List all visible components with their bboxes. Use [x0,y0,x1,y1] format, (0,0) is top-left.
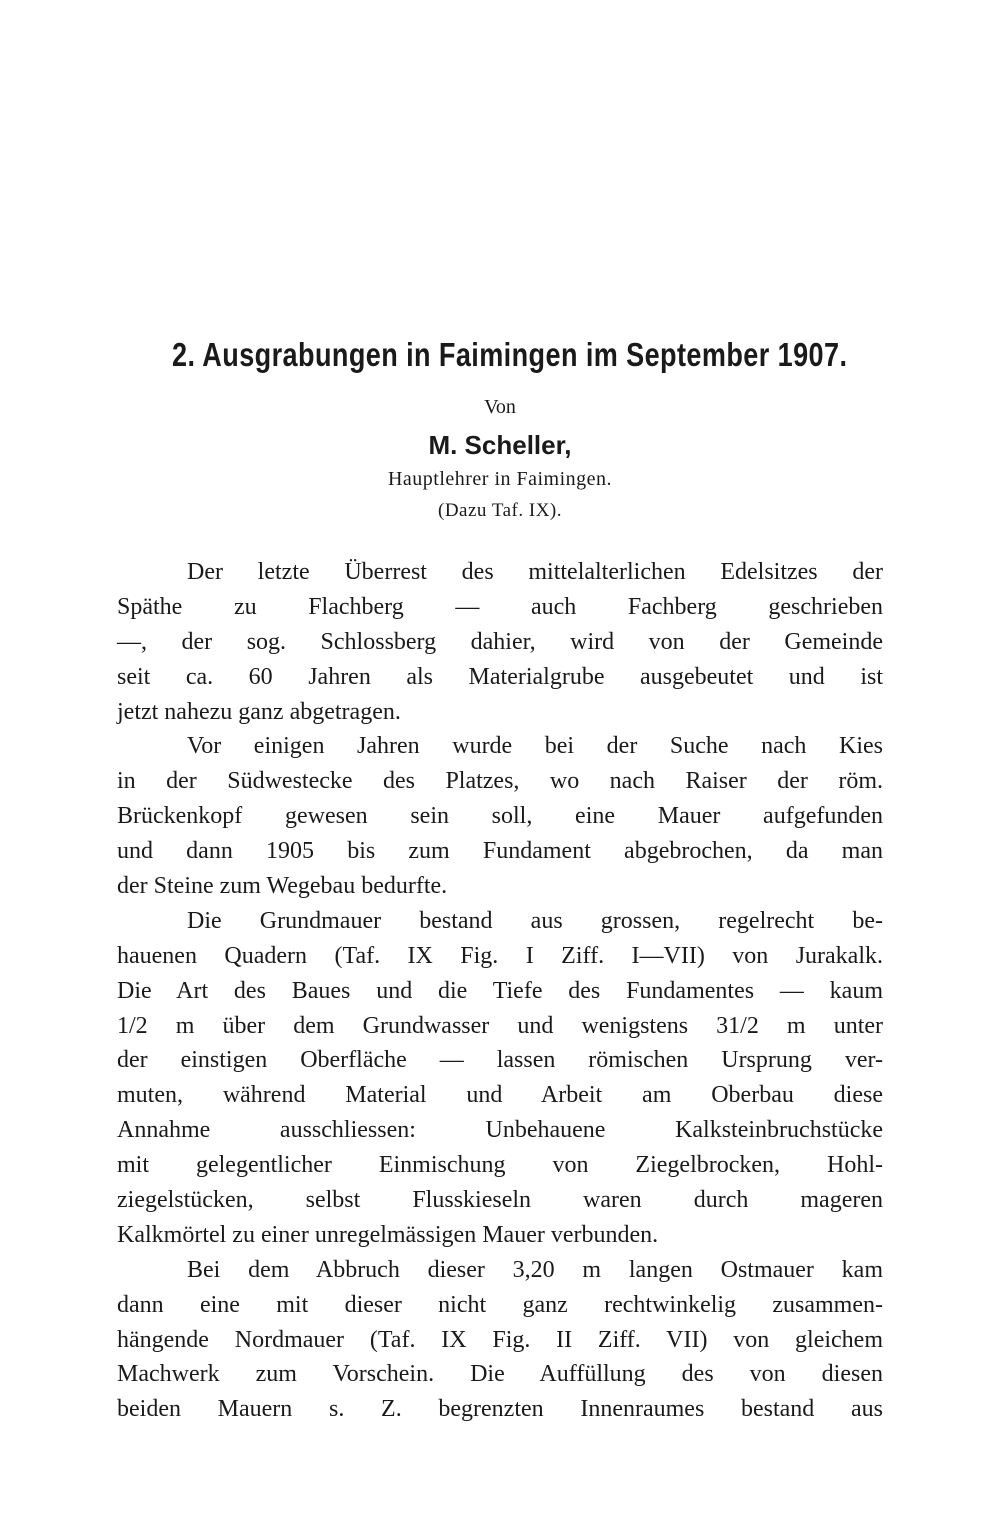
text-line: Annahme ausschliessen: Unbehauene Kalksteinbruchstücke [117,1117,883,1144]
text-line: muten, während Material und Arbeit am Oberbau diese [117,1082,883,1109]
text-line: Machwerk zum Vorschein. Die Auffüllung des von diesen [117,1361,883,1388]
text-line: Bei dem Abbruch dieser 3,20 m langen Ostmauer kam [187,1256,883,1283]
text-line: Späthe zu Flachberg — auch Fachberg geschrieben [117,593,883,620]
text-line: der einstigen Oberfläche — lassen römischen Ursprung ver- [117,1047,883,1074]
author-name: M. Scheller, [428,430,572,460]
text-line: hängende Nordmauer (Taf. IX Fig. II Ziff. VII) von gleichem [117,1326,883,1353]
text-line: seit ca. 60 Jahren als Materialgrube ausgebeutet und ist [117,663,883,690]
text-line: 1/2 m über dem Grundwasser und wenigstens 31/2 m unter [117,1012,883,1039]
text-line: Der letzte Überrest des mittelalterlichen Edelsitzes der [187,559,883,585]
text-line: Kalkmörtel zu einer unregelmässigen Mauer verbunden. [117,1221,659,1248]
article-title: 2. Ausgrabungen in Faimingen im September 1907. [172,336,848,373]
text-line: in der Südwestecke des Platzes, wo nach Raiser der röm. [117,768,883,795]
body-text [117,555,883,1427]
byline-von: Von [484,396,516,418]
text-line: ziegelstücken, selbst Flusskieseln waren durch mageren [117,1187,883,1214]
text-line: Die Art des Baues und die Tiefe des Fundamentes — kaum [117,977,883,1004]
author-affiliation: Hauptlehrer in Faimingen. [387,468,613,490]
text-line: der Steine zum Wegebau bedurfte. [117,873,448,900]
text-line: Brückenkopf gewesen sein soll, eine Mauer aufgefunden [117,803,883,830]
text-line: und dann 1905 bis zum Fundament abgebrochen, da man [117,838,883,865]
text-line: jetzt nahezu ganz abgetragen. [117,698,401,725]
text-line: mit gelegentlicher Einmischung von Ziegelbrocken, Hohl- [117,1152,883,1179]
text-line: hauenen Quadern (Taf. IX Fig. I Ziff. I—VII) von Jurakalk. [117,942,883,969]
text-line: —, der sog. Schlossberg dahier, wird von der Gemeinde [117,628,883,655]
text-line: dann eine mit dieser nicht ganz rechtwinkelig zusammen- [117,1291,883,1318]
plate-reference: (Dazu Taf. IX). [438,500,562,521]
text-line: beiden Mauern s. Z. begrenzten Innenraumes bestand aus [117,1396,883,1423]
text-line: Die Grundmauer bestand aus grossen, regelrecht be- [187,907,883,934]
text-line: Vor einigen Jahren wurde bei der Suche nach Kies [187,733,883,760]
